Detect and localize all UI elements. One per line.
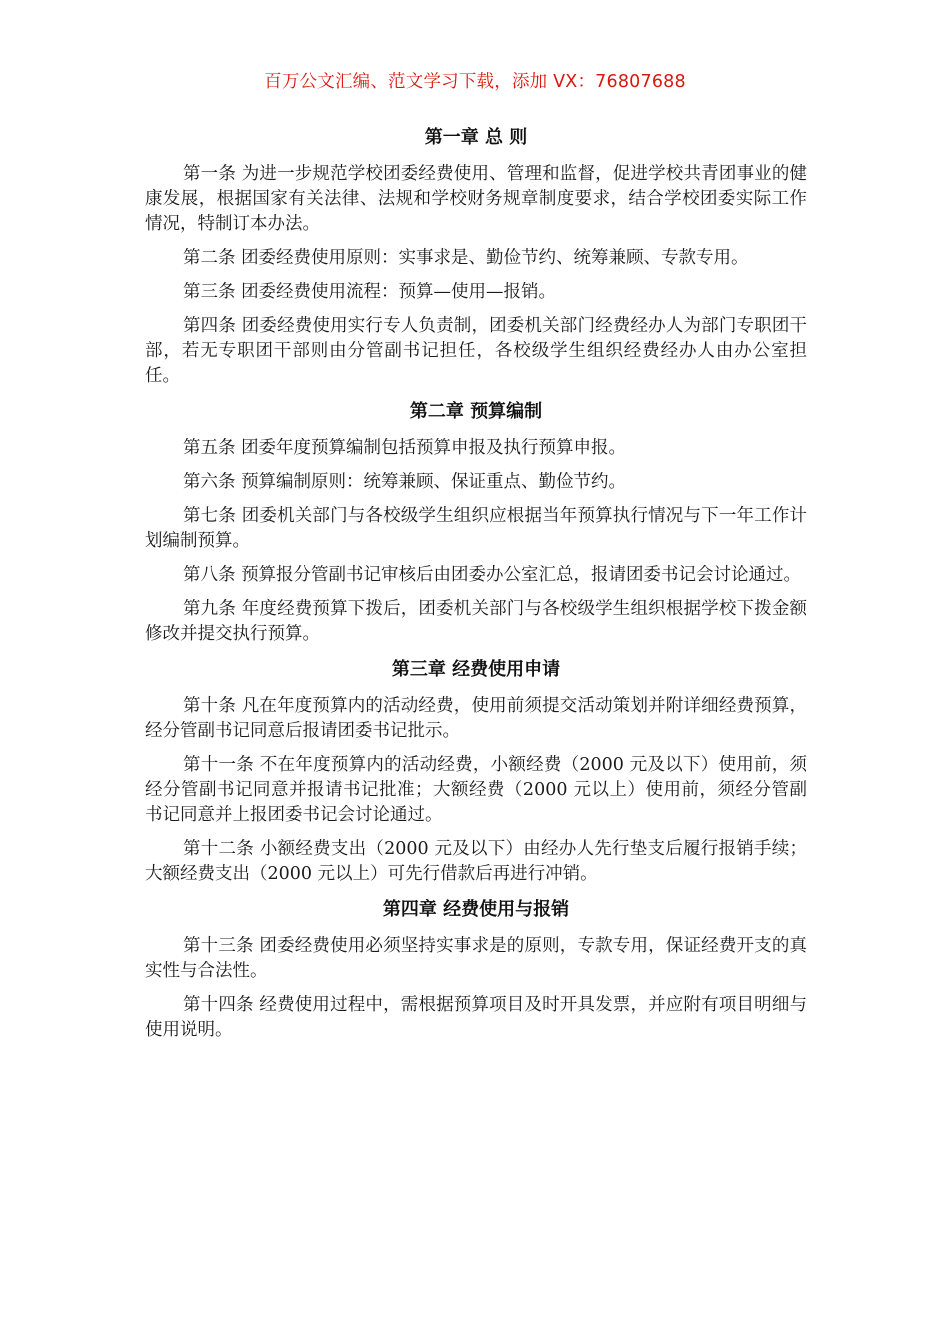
article-paragraph: 第二条 团委经费使用原则：实事求是、勤俭节约、统筹兼顾、专款专用。 [183,248,749,268]
chapter-heading: 第二章 预算编制 [409,401,543,422]
article-paragraph: 第八条 预算报分管副书记审核后由团委办公室汇总，报请团委书记会讨论通过。 [183,565,802,585]
article-paragraph: 第六条 预算编制原则：统筹兼顾、保证重点、勤俭节约。 [183,472,627,492]
article-paragraph: 第四条 团委经费使用实行专人负责制，团委机关部门经费经办人为部门专职团干部，若无专职团干部则由分管副书记担任，各校级学生组织经费经办人由办公室担任。 [145,316,807,386]
article-paragraph: 第十条 凡在年度预算内的活动经费，使用前须提交活动策划并附详细经费预算，经分管副书记同意后报请团委书记批示。 [145,696,807,741]
article-paragraph: 第十三条 团委经费使用必须坚持实事求是的原则，专款专用，保证经费开支的真实性与合法性。 [145,936,807,981]
chapter-heading: 第四章 经费使用与报销 [382,899,570,920]
chapter-heading: 第一章 总 则 [424,127,528,148]
document-body [145,124,807,1052]
article-paragraph: 第十二条 小额经费支出（2000 元及以下）由经办人先行垫支后履行报销手续；大额经费支出（2000 元以上）可先行借款后再进行冲销。 [145,839,807,884]
article-paragraph: 第五条 团委年度预算编制包括预算申报及执行预算申报。 [183,438,627,458]
article-paragraph: 第一条 为进一步规范学校团委经费使用、管理和监督，促进学校共青团事业的健康发展，根据国家有关法律、法规和学校财务规章制度要求，结合学校团委实际工作情况，特制订本办法。 [145,164,807,234]
article-paragraph: 第十四条 经费使用过程中，需根据预算项目及时开具发票，并应附有项目明细与使用说明。 [145,995,807,1040]
watermark-banner: 百万公文汇编、范文学习下载，添加 VX：76807688 [264,72,686,92]
article-paragraph: 第十一条 不在年度预算内的活动经费，小额经费（2000 元及以下）使用前，须经分管副书记同意并报请书记批准；大额经费（2000 元以上）使用前，须经分管副书记同意并上报团委书记会讨论通过。 [145,755,807,825]
article-paragraph: 第九条 年度经费预算下拨后，团委机关部门与各校级学生组织根据学校下拨金额修改并提交执行预算。 [145,599,807,644]
article-paragraph: 第七条 团委机关部门与各校级学生组织应根据当年预算执行情况与下一年工作计划编制预算。 [145,506,807,551]
chapter-heading: 第三章 经费使用申请 [391,659,561,680]
article-paragraph: 第三条 团委经费使用流程：预算—使用—报销。 [183,282,557,302]
